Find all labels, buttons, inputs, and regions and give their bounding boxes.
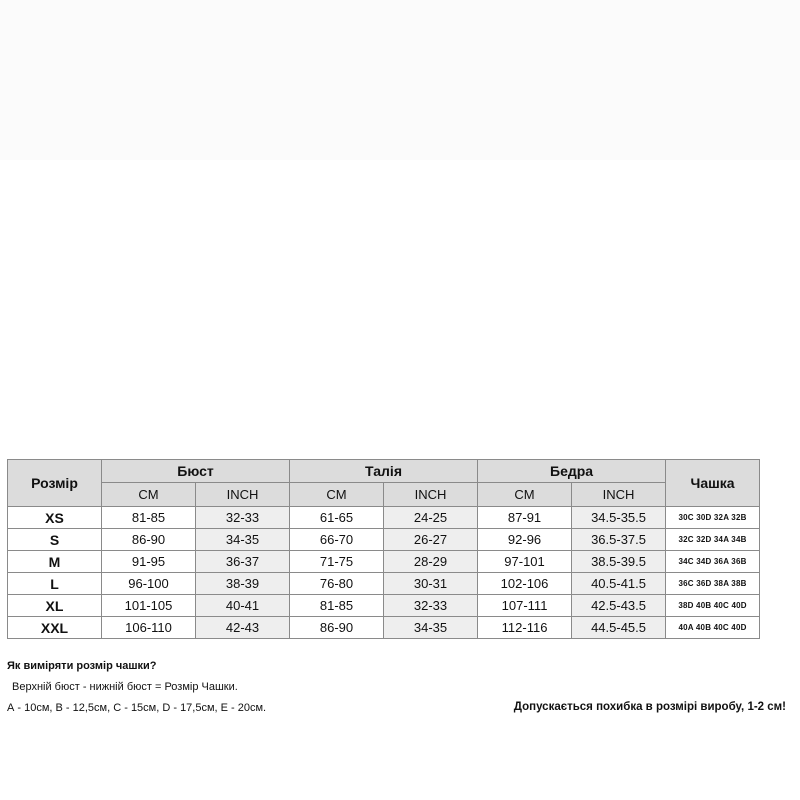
cup-cell: 36C 36D 38A 38B bbox=[666, 573, 760, 595]
table-row bbox=[8, 617, 800, 639]
waist-inch-header: INCH bbox=[384, 483, 478, 507]
waist-cm-cell: 66-70 bbox=[290, 529, 384, 551]
cup-cell: 38D 40B 40C 40D bbox=[666, 595, 760, 617]
size-tolerance-note: Допускається похибка в розмірі виробу, 1-2 см! bbox=[513, 701, 786, 713]
hips-cm-cell: 87-91 bbox=[478, 507, 572, 529]
size-cell: XL bbox=[8, 595, 102, 617]
bust-inch-cell: 42-43 bbox=[196, 617, 290, 639]
hips-cm-cell: 102-106 bbox=[478, 573, 572, 595]
size-column-header: Розмір bbox=[8, 460, 102, 507]
table-row bbox=[8, 595, 800, 617]
top-background-band bbox=[0, 0, 800, 160]
waist-inch-cell: 28-29 bbox=[384, 551, 478, 573]
waist-cm-cell: 71-75 bbox=[290, 551, 384, 573]
size-cell: M bbox=[8, 551, 102, 573]
bust-cm-cell: 106-110 bbox=[102, 617, 196, 639]
hips-cm-cell: 112-116 bbox=[478, 617, 572, 639]
size-cell: XXL bbox=[8, 617, 102, 639]
hips-inch-cell: 38.5-39.5 bbox=[572, 551, 666, 573]
bust-cm-cell: 91-95 bbox=[102, 551, 196, 573]
cup-letter-values: А - 10см, В - 12,5см, С - 15см, D - 17,5см, Е - 20см. bbox=[7, 702, 267, 714]
size-cell: S bbox=[8, 529, 102, 551]
hips-cm-cell: 107-111 bbox=[478, 595, 572, 617]
bust-inch-cell: 34-35 bbox=[196, 529, 290, 551]
table-row bbox=[8, 551, 800, 573]
bust-inch-cell: 40-41 bbox=[196, 595, 290, 617]
hips-inch-cell: 44.5-45.5 bbox=[572, 617, 666, 639]
hips-inch-cell: 42.5-43.5 bbox=[572, 595, 666, 617]
cup-cell: 30C 30D 32A 32B bbox=[666, 507, 760, 529]
bust-cm-cell: 86-90 bbox=[102, 529, 196, 551]
hips-group-header: Бедра bbox=[478, 460, 666, 483]
bust-cm-header: CM bbox=[102, 483, 196, 507]
waist-cm-cell: 81-85 bbox=[290, 595, 384, 617]
size-cell: L bbox=[8, 573, 102, 595]
hips-inch-cell: 34.5-35.5 bbox=[572, 507, 666, 529]
group-header-row bbox=[8, 460, 800, 483]
bust-cm-cell: 101-105 bbox=[102, 595, 196, 617]
table-row bbox=[8, 529, 800, 551]
waist-inch-cell: 32-33 bbox=[384, 595, 478, 617]
cup-question-heading: Як виміряти розмір чашки? bbox=[7, 660, 157, 672]
cup-formula-text: Верхній бюст - нижній бюст = Розмір Чашки. bbox=[12, 681, 238, 693]
hips-inch-cell: 40.5-41.5 bbox=[572, 573, 666, 595]
waist-cm-cell: 61-65 bbox=[290, 507, 384, 529]
waist-cm-cell: 76-80 bbox=[290, 573, 384, 595]
waist-group-header: Талія bbox=[290, 460, 478, 483]
waist-inch-cell: 24-25 bbox=[384, 507, 478, 529]
table-row bbox=[8, 507, 800, 529]
waist-cm-header: CM bbox=[290, 483, 384, 507]
bust-inch-cell: 32-33 bbox=[196, 507, 290, 529]
waist-inch-cell: 26-27 bbox=[384, 529, 478, 551]
bust-inch-cell: 38-39 bbox=[196, 573, 290, 595]
bust-group-header: Бюст bbox=[102, 460, 290, 483]
hips-inch-cell: 36.5-37.5 bbox=[572, 529, 666, 551]
bust-cm-cell: 96-100 bbox=[102, 573, 196, 595]
size-chart-table bbox=[7, 459, 800, 639]
hips-cm-cell: 97-101 bbox=[478, 551, 572, 573]
cup-column-header: Чашка bbox=[666, 460, 760, 507]
table-row bbox=[8, 573, 800, 595]
hips-cm-cell: 92-96 bbox=[478, 529, 572, 551]
bust-inch-cell: 36-37 bbox=[196, 551, 290, 573]
cup-cell: 34C 34D 36A 36B bbox=[666, 551, 760, 573]
waist-cm-cell: 86-90 bbox=[290, 617, 384, 639]
cup-cell: 32C 32D 34A 34B bbox=[666, 529, 760, 551]
waist-inch-cell: 30-31 bbox=[384, 573, 478, 595]
waist-inch-cell: 34-35 bbox=[384, 617, 478, 639]
hips-inch-header: INCH bbox=[572, 483, 666, 507]
cup-cell: 40A 40B 40C 40D bbox=[666, 617, 760, 639]
hips-cm-header: CM bbox=[478, 483, 572, 507]
bust-inch-header: INCH bbox=[196, 483, 290, 507]
size-cell: XS bbox=[8, 507, 102, 529]
cup-measurement-notes bbox=[7, 656, 266, 719]
bust-cm-cell: 81-85 bbox=[102, 507, 196, 529]
